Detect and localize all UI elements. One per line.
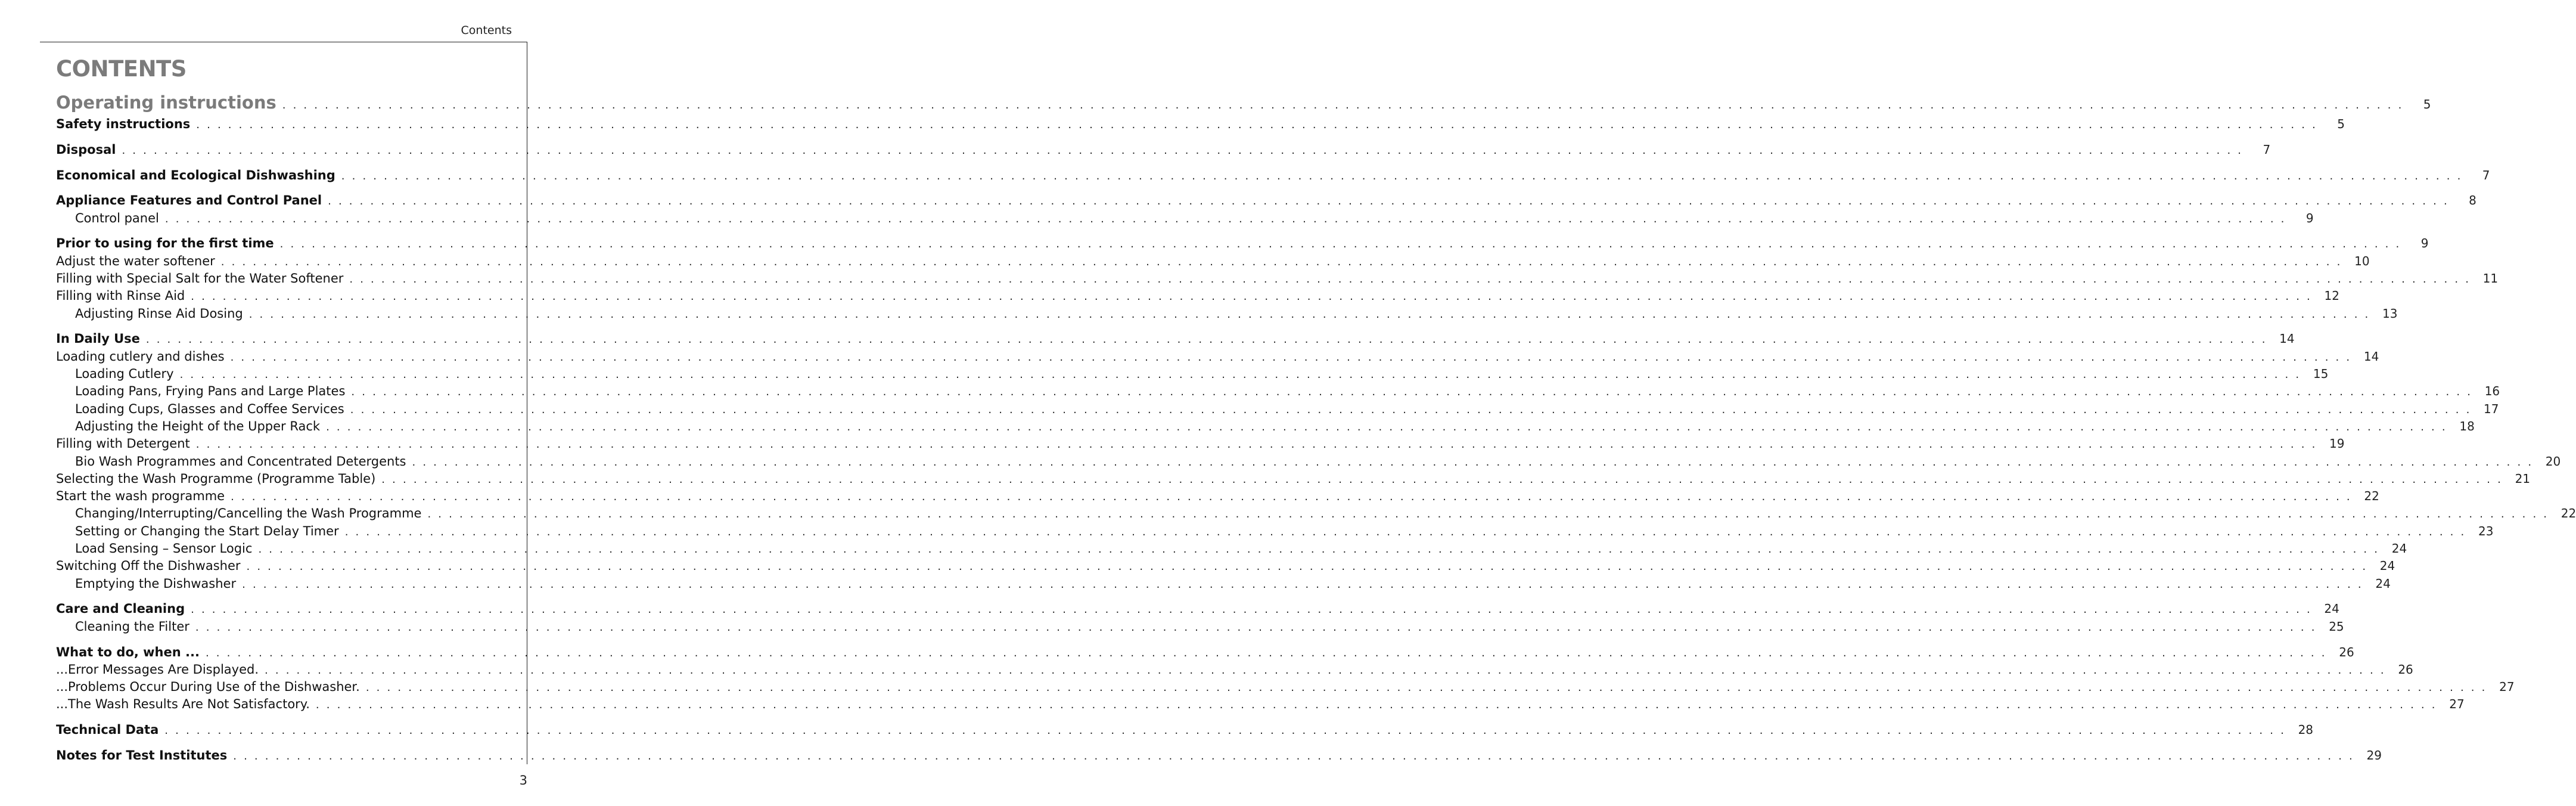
toc-entry[interactable] — [56, 330, 2295, 348]
dot-leader: . . . . . . . . . . . . . . . . . . . . . . . . . . . . . . . . . . . . . . . . . . . . . . . . . . . . . . . . . . . . . . . . . . . . . . . . . . . . . . . . . . . . . . . . . . . . . . . . . . . . . . . . . . . . . . . . . . . . . . . . . . . . . . . . . . . . . . . . . . . . . . . . . . . . . . . . . . . . . . . . . . . . . . . . . . . . . . . . . . . . . . . . . . . . . . . . . . . . . . . . — [341, 169, 2463, 182]
toc-entry-page: 26 — [2398, 662, 2413, 677]
toc-entry-page: 24 — [2379, 559, 2395, 574]
page-number: 3 — [519, 773, 527, 788]
toc-entry-page: 13 — [2382, 306, 2398, 321]
toc-entry[interactable] — [56, 557, 2395, 575]
toc-entry[interactable] — [56, 696, 2465, 713]
dot-leader: . . . . . . . . . . . . . . . . . . . . . . . . . . . . . . . . . . . . . . . . . . . . . . . . . . . . . . . . . . . . . . . . . . . . . . . . . . . . . . . . . . . . . . . . . . . . . . . . . . . . . . . . . . . . . . . . . . . . . . . . . . . . . . . . . . . . . . . . . . . . . . . . . . . . . . . . . . . . . . . . . . . . . . . . . . . . . . . . . . . . . . . . . . . . . . . . . . . . . . . . — [191, 290, 2312, 303]
toc-entry[interactable] — [56, 141, 2271, 159]
dot-leader: . . . . . . . . . . . . . . . . . . . . . . . . . . . . . . . . . . . . . . . . . . . . . . . . . . . . . . . . . . . . . . . . . . . . . . . . . . . . . . . . . . . . . . . . . . . . . . . . . . . . . . . . . . . . . . . . . . . . . . . . . . . . . . . . . . . . . . . . . . . . . . . . . . . . . . . . . . . . . . . . . . . . . . . . . . . . . . . . . . . . . . . . . . . . . . . . . . . . . . . . — [326, 420, 2447, 433]
toc-entry[interactable] — [56, 435, 2345, 452]
dot-leader: . . . . . . . . . . . . . . . . . . . . . . . . . . . . . . . . . . . . . . . . . . . . . . . . . . . . . . . . . . . . . . . . . . . . . . . . . . . . . . . . . . . . . . . . . . . . . . . . . . . . . . . . . . . . . . . . . . . . . . . . . . . . . . . . . . . . . . . . . . . . . . . . . . . . . . . . . . . . . . . . . . . . . . . . . . . . . . . . . . . . . . . . . . . . . . . . . . . . . . . . — [242, 578, 2363, 591]
toc-entry-title: ...The Wash Results Are Not Satisfactory. — [56, 697, 310, 712]
toc-entry-page: 7 — [2482, 168, 2490, 182]
toc-entry-page: 7 — [2263, 142, 2271, 157]
toc-entry-page: 24 — [2391, 541, 2407, 556]
dot-leader: . . . . . . . . . . . . . . . . . . . . . . . . . . . . . . . . . . . . . . . . . . . . . . . . . . . . . . . . . . . . . . . . . . . . . . . . . . . . . . . . . . . . . . . . . . . . . . . . . . . . . . . . . . . . . . . . . . . . . . . . . . . . . . . . . . . . . . . . . . . . . . . . . . . . . . . . . . . . . . . . . . . . . . . . . . . . . . . . . . . . . . . . . . . . . . . . . . . . . . . . — [365, 681, 2487, 695]
toc-entry-title: Loading Cups, Glasses and Coffee Services — [75, 401, 344, 416]
toc-entry[interactable] — [56, 116, 2345, 133]
dot-leader: . . . . . . . . . . . . . . . . . . . . . . . . . . . . . . . . . . . . . . . . . . . . . . . . . . . . . . . . . . . . . . . . . . . . . . . . . . . . . . . . . . . . . . . . . . . . . . . . . . . . . . . . . . . . . . . . . . . . . . . . . . . . . . . . . . . . . . . . . . . . . . . . . . . . . . . . . . . . . . . . . . . . . . . . . . . . . . . . . . . . . . . . . . . . . . . . . . . . . . . . — [279, 238, 2401, 251]
toc-entry-page: 14 — [2363, 349, 2379, 364]
toc-entry-page: 24 — [2375, 576, 2391, 591]
dot-leader: . . . . . . . . . . . . . . . . . . . . . . . . . . . . . . . . . . . . . . . . . . . . . . . . . . . . . . . . . . . . . . . . . . . . . . . . . . . . . . . . . . . . . . . . . . . . . . . . . . . . . . . . . . . . . . . . . . . . . . . . . . . . . . . . . . . . . . . . . . . . . . . . . . . . . . . . . . . . . . . . . . . . . . . . . . . . . . . . . . . . . . . . . . . . . . . . . . . . . . . . — [231, 491, 2352, 504]
toc-entry-page: 16 — [2484, 384, 2500, 399]
toc-entry[interactable] — [56, 167, 2490, 184]
toc-entry-title: What to do, when ... — [56, 644, 200, 659]
toc-entry-title: Adjusting the Height of the Upper Rack — [75, 418, 321, 433]
dot-leader: . . . . . . . . . . . . . . . . . . . . . . . . . . . . . . . . . . . . . . . . . . . . . . . . . . . . . . . . . . . . . . . . . . . . . . . . . . . . . . . . . . . . . . . . . . . . . . . . . . . . . . . . . . . . . . . . . . . . . . . . . . . . . . . . . . . . . . . . . . . . . . . . . . . . . . . . . . . . . . . . . . . . . . . . . . . . . . . . . . . . . . . . . . . . . . . . . . . . . . . . — [179, 368, 2301, 382]
toc-entry-title: Adjusting Rinse Aid Dosing — [75, 306, 243, 321]
toc-entry[interactable] — [56, 678, 2515, 696]
dot-leader: . . . . . . . . . . . . . . . . . . . . . . . . . . . . . . . . . . . . . . . . . . . . . . . . . . . . . . . . . . . . . . . . . . . . . . . . . . . . . . . . . . . . . . . . . . . . . . . . . . . . . . . . . . . . . . . . . . . . . . . . . . . . . . . . . . . . . . . . . . . . . . . . . . . . . . . . . . . . . . . . . . . . . . . . . . . . . . . . . . . . . . . . . . . . . . . . . . . . . . . . — [412, 455, 2534, 469]
toc-entry-title: Switching Off the Dishwasher — [56, 559, 241, 574]
dot-leader: . . . . . . . . . . . . . . . . . . . . . . . . . . . . . . . . . . . . . . . . . . . . . . . . . . . . . . . . . . . . . . . . . . . . . . . . . . . . . . . . . . . . . . . . . . . . . . . . . . . . . . . . . . . . . . . . . . . . . . . . . . . . . . . . . . . . . . . . . . . . . . . . . . . . . . . . . . . . . . . . . . . . . . . . . . . . . . . . . . . . . . . . . . . . . . . . . . . . . . . . — [381, 473, 2503, 486]
toc-entry[interactable] — [56, 747, 2382, 764]
toc-entry-title: Emptying the Dishwasher — [75, 576, 237, 591]
toc-entry-title: Loading Pans, Frying Pans and Large Plates — [75, 384, 346, 399]
toc-entry[interactable] — [56, 210, 2314, 227]
dot-leader: . . . . . . . . . . . . . . . . . . . . . . . . . . . . . . . . . . . . . . . . . . . . . . . . . . . . . . . . . . . . . . . . . . . . . . . . . . . . . . . . . . . . . . . . . . . . . . . . . . . . . . . . . . . . . . . . . . . . . . . . . . . . . . . . . . . . . . . . . . . . . . . . . . . . . . . . . . . . . . . . . . . . . . . . . . . . . . . . . . . . . . . . . . . . . . . . . . . . . . . . — [122, 144, 2243, 157]
toc-entry-title: Care and Cleaning — [56, 602, 185, 616]
toc-entry-page: 19 — [2329, 436, 2345, 451]
dot-leader: . . . . . . . . . . . . . . . . . . . . . . . . . . . . . . . . . . . . . . . . . . . . . . . . . . . . . . . . . . . . . . . . . . . . . . . . . . . . . . . . . . . . . . . . . . . . . . . . . . . . . . . . . . . . . . . . . . . . . . . . . . . . . . . . . . . . . . . . . . . . . . . . . . . . . . . . . . . . . . . . . . . . . . . . . . . . . . . . . . . . . . . . . . . . . . . . . . . . . . . . — [230, 351, 2352, 364]
toc-entry-title: Loading cutlery and dishes — [56, 349, 225, 364]
dot-leader: . . . . . . . . . . . . . . . . . . . . . . . . . . . . . . . . . . . . . . . . . . . . . . . . . . . . . . . . . . . . . . . . . . . . . . . . . . . . . . . . . . . . . . . . . . . . . . . . . . . . . . . . . . . . . . . . . . . . . . . . . . . . . . . . . . . . . . . . . . . . . . . . . . . . . . . . . . . . . . . . . . . . . . . . . . . . . . . . . . . . . . . . . . . . . . . . . . . . . . . . — [220, 255, 2342, 268]
dot-leader: . . . . . . . . . . . . . . . . . . . . . . . . . . . . . . . . . . . . . . . . . . . . . . . . . . . . . . . . . . . . . . . . . . . . . . . . . . . . . . . . . . . . . . . . . . . . . . . . . . . . . . . . . . . . . . . . . . . . . . . . . . . . . . . . . . . . . . . . . . . . . . . . . . . . . . . . . . . . . . . . . . . . . . . . . . . . . . . . . . . . . . . . . . . . . . . . . . . . . . . . — [265, 664, 2386, 677]
toc-entry-title: Adjust the water softener — [56, 253, 215, 268]
toc-entry-title: Load Sensing – Sensor Logic — [75, 541, 253, 556]
toc-entry-title: Changing/Interrupting/Cancelling the Wash Programme — [75, 506, 422, 521]
toc-entry[interactable] — [56, 661, 2413, 678]
toc-entry-title: Loading Cutlery — [75, 367, 174, 382]
toc-entry[interactable] — [56, 401, 2499, 418]
toc-entry-title: Bio Wash Programmes and Concentrated Detergents — [75, 454, 406, 469]
toc-entry[interactable] — [56, 540, 2407, 557]
toc-entry-page: 10 — [2354, 253, 2370, 268]
dot-leader: . . . . . . . . . . . . . . . . . . . . . . . . . . . . . . . . . . . . . . . . . . . . . . . . . . . . . . . . . . . . . . . . . . . . . . . . . . . . . . . . . . . . . . . . . . . . . . . . . . . . . . . . . . . . . . . . . . . . . . . . . . . . . . . . . . . . . . . . . . . . . . . . . . . . . . . . . . . . . . . . . . . . . . . . . . . . . . . . . . . . . . . . . . . . . . . . . . . . . . . . — [196, 119, 2318, 131]
toc-entry-title: Selecting the Wash Programme (Programme Table) — [56, 471, 376, 486]
dot-leader: . . . . . . . . . . . . . . . . . . . . . . . . . . . . . . . . . . . . . . . . . . . . . . . . . . . . . . . . . . . . . . . . . . . . . . . . . . . . . . . . . . . . . . . . . . . . . . . . . . . . . . . . . . . . . . . . . . . . . . . . . . . . . . . . . . . . . . . . . . . . . . . . . . . . . . . . . . . . . . . . . . . . . . . . . . . . . . . . . . . . . . . . . . . . . . . . . . . . . . . . — [195, 621, 2317, 634]
toc-entry-page: 27 — [2449, 697, 2465, 712]
toc-entry[interactable] — [56, 453, 2561, 470]
dot-leader: . . . . . . . . . . . . . . . . . . . . . . . . . . . . . . . . . . . . . . . . . . . . . . . . . . . . . . . . . . . . . . . . . . . . . . . . . . . . . . . . . . . . . . . . . . . . . . . . . . . . . . . . . . . . . . . . . . . . . . . . . . . . . . . . . . . . . . . . . . . . . . . . . . . . . . . . . . . . . . . . . . . . . . . . . . . . . . . . . . . . . . . . . . . . . . . . . . . . . . . . — [328, 195, 2449, 208]
toc-entry[interactable] — [56, 600, 2339, 618]
toc-entry-title: Notes for Test Institutes — [56, 748, 228, 762]
toc-entry-title: Control panel — [75, 210, 159, 225]
dot-leader: . . . . . . . . . . . . . . . . . . . . . . . . . . . . . . . . . . . . . . . . . . . . . . . . . . . . . . . . . . . . . . . . . . . . . . . . . . . . . . . . . . . . . . . . . . . . . . . . . . . . . . . . . . . . . . . . . . . . . . . . . . . . . . . . . . . . . . . . . . . . . . . . . . . . . . . . . . . . . . . . . . . . . . . . . . . . . . . . . . . . . . . . . . . . . . . . . . . . . . . . — [164, 724, 2286, 737]
toc-entry-page: 18 — [2459, 418, 2475, 433]
toc-entry-page: 22 — [2364, 489, 2379, 504]
dot-leader: . . . . . . . . . . . . . . . . . . . . . . . . . . . . . . . . . . . . . . . . . . . . . . . . . . . . . . . . . . . . . . . . . . . . . . . . . . . . . . . . . . . . . . . . . . . . . . . . . . . . . . . . . . . . . . . . . . . . . . . . . . . . . . . . . . . . . . . . . . . . . . . . . . . . . . . . . . . . . . . . . . . . . . . . . . . . . . . . . . . . . . . . . . . . . . . . . . . . . . . . — [248, 308, 2370, 321]
dot-leader: . . . . . . . . . . . . . . . . . . . . . . . . . . . . . . . . . . . . . . . . . . . . . . . . . . . . . . . . . . . . . . . . . . . . . . . . . . . . . . . . . . . . . . . . . . . . . . . . . . . . . . . . . . . . . . . . . . . . . . . . . . . . . . . . . . . . . . . . . . . . . . . . . . . . . . . . . . . . . . . . . . . . . . . . . . . . . . . . . . . . . . . . . . . . . . . . . . . . . . . . — [205, 646, 2327, 659]
dot-leader: . . . . . . . . . . . . . . . . . . . . . . . . . . . . . . . . . . . . . . . . . . . . . . . . . . . . . . . . . . . . . . . . . . . . . . . . . . . . . . . . . . . . . . . . . . . . . . . . . . . . . . . . . . . . . . . . . . . . . . . . . . . . . . . . . . . . . . . . . . . . . . . . . . . . . . . . . . . . . . . . . . . . . . . . . . . . . . . . . . . . . . . . . . . . . . . . . . . . . . . . — [258, 543, 2380, 556]
toc-entry-page: 5 — [2337, 117, 2345, 131]
toc-entry[interactable] — [56, 505, 2576, 522]
dot-leader: . . . . . . . . . . . . . . . . . . . . . . . . . . . . . . . . . . . . . . . . . . . . . . . . . . . . . . . . . . . . . . . . . . . . . . . . . . . . . . . . . . . . . . . . . . . . . . . . . . . . . . . . . . . . . . . . . . . . . . . . . . . . . . . . . . . . . . . . . . . . . . . . . . . . . . . . . . . . . . . . . . . . . . . . . . . . . . . . . . . . . . . . . . . . . . . . . . . . . . . . — [349, 273, 2471, 286]
toc-entry[interactable] — [56, 383, 2500, 400]
toc-entry[interactable] — [56, 523, 2494, 540]
toc-entry-title: Prior to using for the first time — [56, 236, 274, 251]
toc-entry-title: Appliance Features and Control Panel — [56, 193, 322, 208]
toc-entry[interactable] — [56, 644, 2354, 661]
dot-leader: . . . . . . . . . . . . . . . . . . . . . . . . . . . . . . . . . . . . . . . . . . . . . . . . . . . . . . . . . . . . . . . . . . . . . . . . . . . . . . . . . . . . . . . . . . . . . . . . . . . . . . . . . . . . . . . . . . . . . . . . . . . . . . . . . . . . . . . . . . . . . . . . . . . . . . . . . . . . . . . . . . . . . . . . . . . . . . . . . . . . . . . . . . . . . . . . . . . . . . . . — [427, 508, 2549, 521]
toc-entry-page: 21 — [2515, 471, 2531, 486]
toc-entry[interactable] — [56, 89, 2431, 116]
toc-entry-title: Safety instructions — [56, 117, 191, 131]
toc-entry[interactable] — [56, 470, 2531, 488]
toc-entry-title: Filling with Rinse Aid — [56, 289, 185, 303]
page-title: CONTENTS — [56, 56, 187, 82]
toc-entry[interactable] — [56, 253, 2370, 270]
toc-entry[interactable] — [56, 287, 2339, 305]
toc-entry-title: Filling with Detergent — [56, 436, 190, 451]
toc-entry-title: Cleaning the Filter — [75, 619, 189, 634]
toc-entry-page: 11 — [2482, 271, 2499, 286]
toc-entry-title: Start the wash programme — [56, 489, 225, 504]
toc-entry[interactable] — [56, 575, 2391, 593]
toc-entry-page: 9 — [2305, 210, 2314, 225]
toc-entry-title: Economical and Ecological Dishwashing — [56, 168, 335, 182]
toc-entry-title: Filling with Special Salt for the Water Softener — [56, 271, 344, 286]
toc-entry-page: 9 — [2420, 236, 2429, 251]
toc-entry-page: 27 — [2499, 680, 2515, 695]
toc-entry-title: Setting or Changing the Start Delay Timer — [75, 523, 339, 538]
toc-entry-page: 26 — [2339, 644, 2354, 659]
dot-leader: . . . . . . . . . . . . . . . . . . . . . . . . . . . . . . . . . . . . . . . . . . . . . . . . . . . . . . . . . . . . . . . . . . . . . . . . . . . . . . . . . . . . . . . . . . . . . . . . . . . . . . . . . . . . . . . . . . . . . . . . . . . . . . . . . . . . . . . . . . . . . . . . . . . . . . . . . . . . . . . . . . . . . . . . . . . . . . . . . . . . . . . . . . . . . . . . . . . . . . . . — [191, 603, 2312, 616]
table-of-contents — [56, 89, 2576, 764]
toc-entry-page: 20 — [2545, 454, 2561, 469]
toc-entry[interactable] — [56, 192, 2476, 209]
toc-entry-page: 15 — [2313, 367, 2329, 382]
toc-entry[interactable] — [56, 488, 2379, 505]
toc-entry-page: 29 — [2366, 748, 2382, 762]
toc-entry-page: 17 — [2484, 401, 2499, 416]
toc-entry-title: Disposal — [56, 142, 116, 157]
toc-entry-page: 22 — [2561, 506, 2576, 521]
toc-entry[interactable] — [56, 348, 2379, 365]
toc-entry-title: ...Error Messages Are Displayed. — [56, 662, 259, 677]
toc-entry-title: Operating instructions — [56, 92, 276, 113]
toc-entry[interactable] — [56, 365, 2329, 383]
toc-entry[interactable] — [56, 270, 2499, 287]
toc-entry-page: 28 — [2298, 723, 2314, 737]
running-head: Contents — [461, 24, 512, 37]
dot-leader: . . . . . . . . . . . . . . . . . . . . . . . . . . . . . . . . . . . . . . . . . . . . . . . . . . . . . . . . . . . . . . . . . . . . . . . . . . . . . . . . . . . . . . . . . . . . . . . . . . . . . . . . . . . . . . . . . . . . . . . . . . . . . . . . . . . . . . . . . . . . . . . . . . . . . . . . . . . . . . . . . . . . . . . . . . . . . . . . . . . . . . . . . . . . . . . . . . . . . . . . — [246, 560, 2368, 574]
toc-entry-page: 25 — [2329, 619, 2344, 634]
dot-leader: . . . . . . . . . . . . . . . . . . . . . . . . . . . . . . . . . . . . . . . . . . . . . . . . . . . . . . . . . . . . . . . . . . . . . . . . . . . . . . . . . . . . . . . . . . . . . . . . . . . . . . . . . . . . . . . . . . . . . . . . . . . . . . . . . . . . . . . . . . . . . . . . . . . . . . . . . . . . . . . . . . . . . . . . . . . . . . . . . . . . . . . . . . . . . . . . . . . . . . . . — [145, 333, 2267, 346]
dot-leader: . . . . . . . . . . . . . . . . . . . . . . . . . . . . . . . . . . . . . . . . . . . . . . . . . . . . . . . . . . . . . . . . . . . . . . . . . . . . . . . . . . . . . . . . . . . . . . . . . . . . . . . . . . . . . . . . . . . . . . . . . . . . . . . . . . . . . . . . . . . . . . . . . . . . . . . . . . . . . . . . . . . . . . . . . . . . . . . . . . . . . . . . . . . . . . . . . . . . . . . . — [164, 212, 2286, 225]
dot-leader: . . . . . . . . . . . . . . . . . . . . . . . . . . . . . . . . . . . . . . . . . . . . . . . . . . . . . . . . . . . . . . . . . . . . . . . . . . . . . . . . . . . . . . . . . . . . . . . . . . . . . . . . . . . . . . . . . . . . . . . . . . . . . . . . . . . . . . . . . . . . . . . . . . . . . . . . . . . . . . . . . . . . . . . . . . . . . . . . . . . . . . . . . . . . . . . . . . . . . . . . — [351, 386, 2473, 399]
dot-leader: . . . . . . . . . . . . . . . . . . . . . . . . . . . . . . . . . . . . . . . . . . . . . . . . . . . . . . . . . . . . . . . . . . . . . . . . . . . . . . . . . . . . . . . . . . . . . . . . . . . . . . . . . . . . . . . . . . . . . . . . . . . . . . . . . . . . . . . . . . . . . . . . . . . . . . . . . . . . . . . . . . . . . . . . . . . . . . . . . . . . . . . . . . . . . . . . . . . . . . . . — [344, 525, 2466, 538]
toc-entry-page: 24 — [2324, 602, 2339, 616]
toc-entry-page: 5 — [2423, 97, 2431, 111]
toc-entry[interactable] — [56, 418, 2475, 435]
toc-entry[interactable] — [56, 235, 2429, 252]
toc-entry-page: 23 — [2478, 523, 2494, 538]
toc-entry-page: 8 — [2469, 193, 2476, 208]
dot-leader: . . . . . . . . . . . . . . . . . . . . . . . . . . . . . . . . . . . . . . . . . . . . . . . . . . . . . . . . . . . . . . . . . . . . . . . . . . . . . . . . . . . . . . . . . . . . . . . . . . . . . . . . . . . . . . . . . . . . . . . . . . . . . . . . . . . . . . . . . . . . . . . . . . . . . . . . . . . . . . . . . . . . . . . . . . . . . . . . . . . . . . . . . . . . . . . . . . . . . . . . — [195, 438, 2317, 451]
toc-entry[interactable] — [56, 618, 2344, 636]
dot-leader: . . . . . . . . . . . . . . . . . . . . . . . . . . . . . . . . . . . . . . . . . . . . . . . . . . . . . . . . . . . . . . . . . . . . . . . . . . . . . . . . . . . . . . . . . . . . . . . . . . . . . . . . . . . . . . . . . . . . . . . . . . . . . . . . . . . . . . . . . . . . . . . . . . . . . . . . . . . . . . . . . . . . . . . . . . . . . . . . . . . . . . . . . . . . . . . . . . . . . . . . — [315, 699, 2437, 712]
dot-leader: . . . . . . . . . . . . . . . . . . . . . . . . . . . . . . . . . . . . . . . . . . . . . . . . . . . . . . . . . . . . . . . . . . . . . . . . . . . . . . . . . . . . . . . . . . . . . . . . . . . . . . . . . . . . . . . . . . . . . . . . . . . . . . . . . . . . . . . . . . . . . . . . . . . . . . . . . . . . . . . . . . . . . . . . . . . . . . . . . . . . . . . . . . . . . . . . . . . . . . . . — [282, 99, 2404, 111]
toc-entry[interactable] — [56, 305, 2398, 323]
toc-entry-title: In Daily Use — [56, 331, 140, 346]
toc-entry-title: Technical Data — [56, 723, 159, 737]
toc-entry-title: ...Problems Occur During Use of the Dishwasher. — [56, 680, 360, 695]
dot-leader: . . . . . . . . . . . . . . . . . . . . . . . . . . . . . . . . . . . . . . . . . . . . . . . . . . . . . . . . . . . . . . . . . . . . . . . . . . . . . . . . . . . . . . . . . . . . . . . . . . . . . . . . . . . . . . . . . . . . . . . . . . . . . . . . . . . . . . . . . . . . . . . . . . . . . . . . . . . . . . . . . . . . . . . . . . . . . . . . . . . . . . . . . . . . . . . . . . . . . . . . — [233, 750, 2354, 762]
toc-entry[interactable] — [56, 721, 2314, 739]
toc-entry-page: 12 — [2324, 289, 2339, 303]
toc-entry-page: 14 — [2279, 331, 2295, 346]
dot-leader: . . . . . . . . . . . . . . . . . . . . . . . . . . . . . . . . . . . . . . . . . . . . . . . . . . . . . . . . . . . . . . . . . . . . . . . . . . . . . . . . . . . . . . . . . . . . . . . . . . . . . . . . . . . . . . . . . . . . . . . . . . . . . . . . . . . . . . . . . . . . . . . . . . . . . . . . . . . . . . . . . . . . . . . . . . . . . . . . . . . . . . . . . . . . . . . . . . . . . . . . — [350, 403, 2472, 416]
